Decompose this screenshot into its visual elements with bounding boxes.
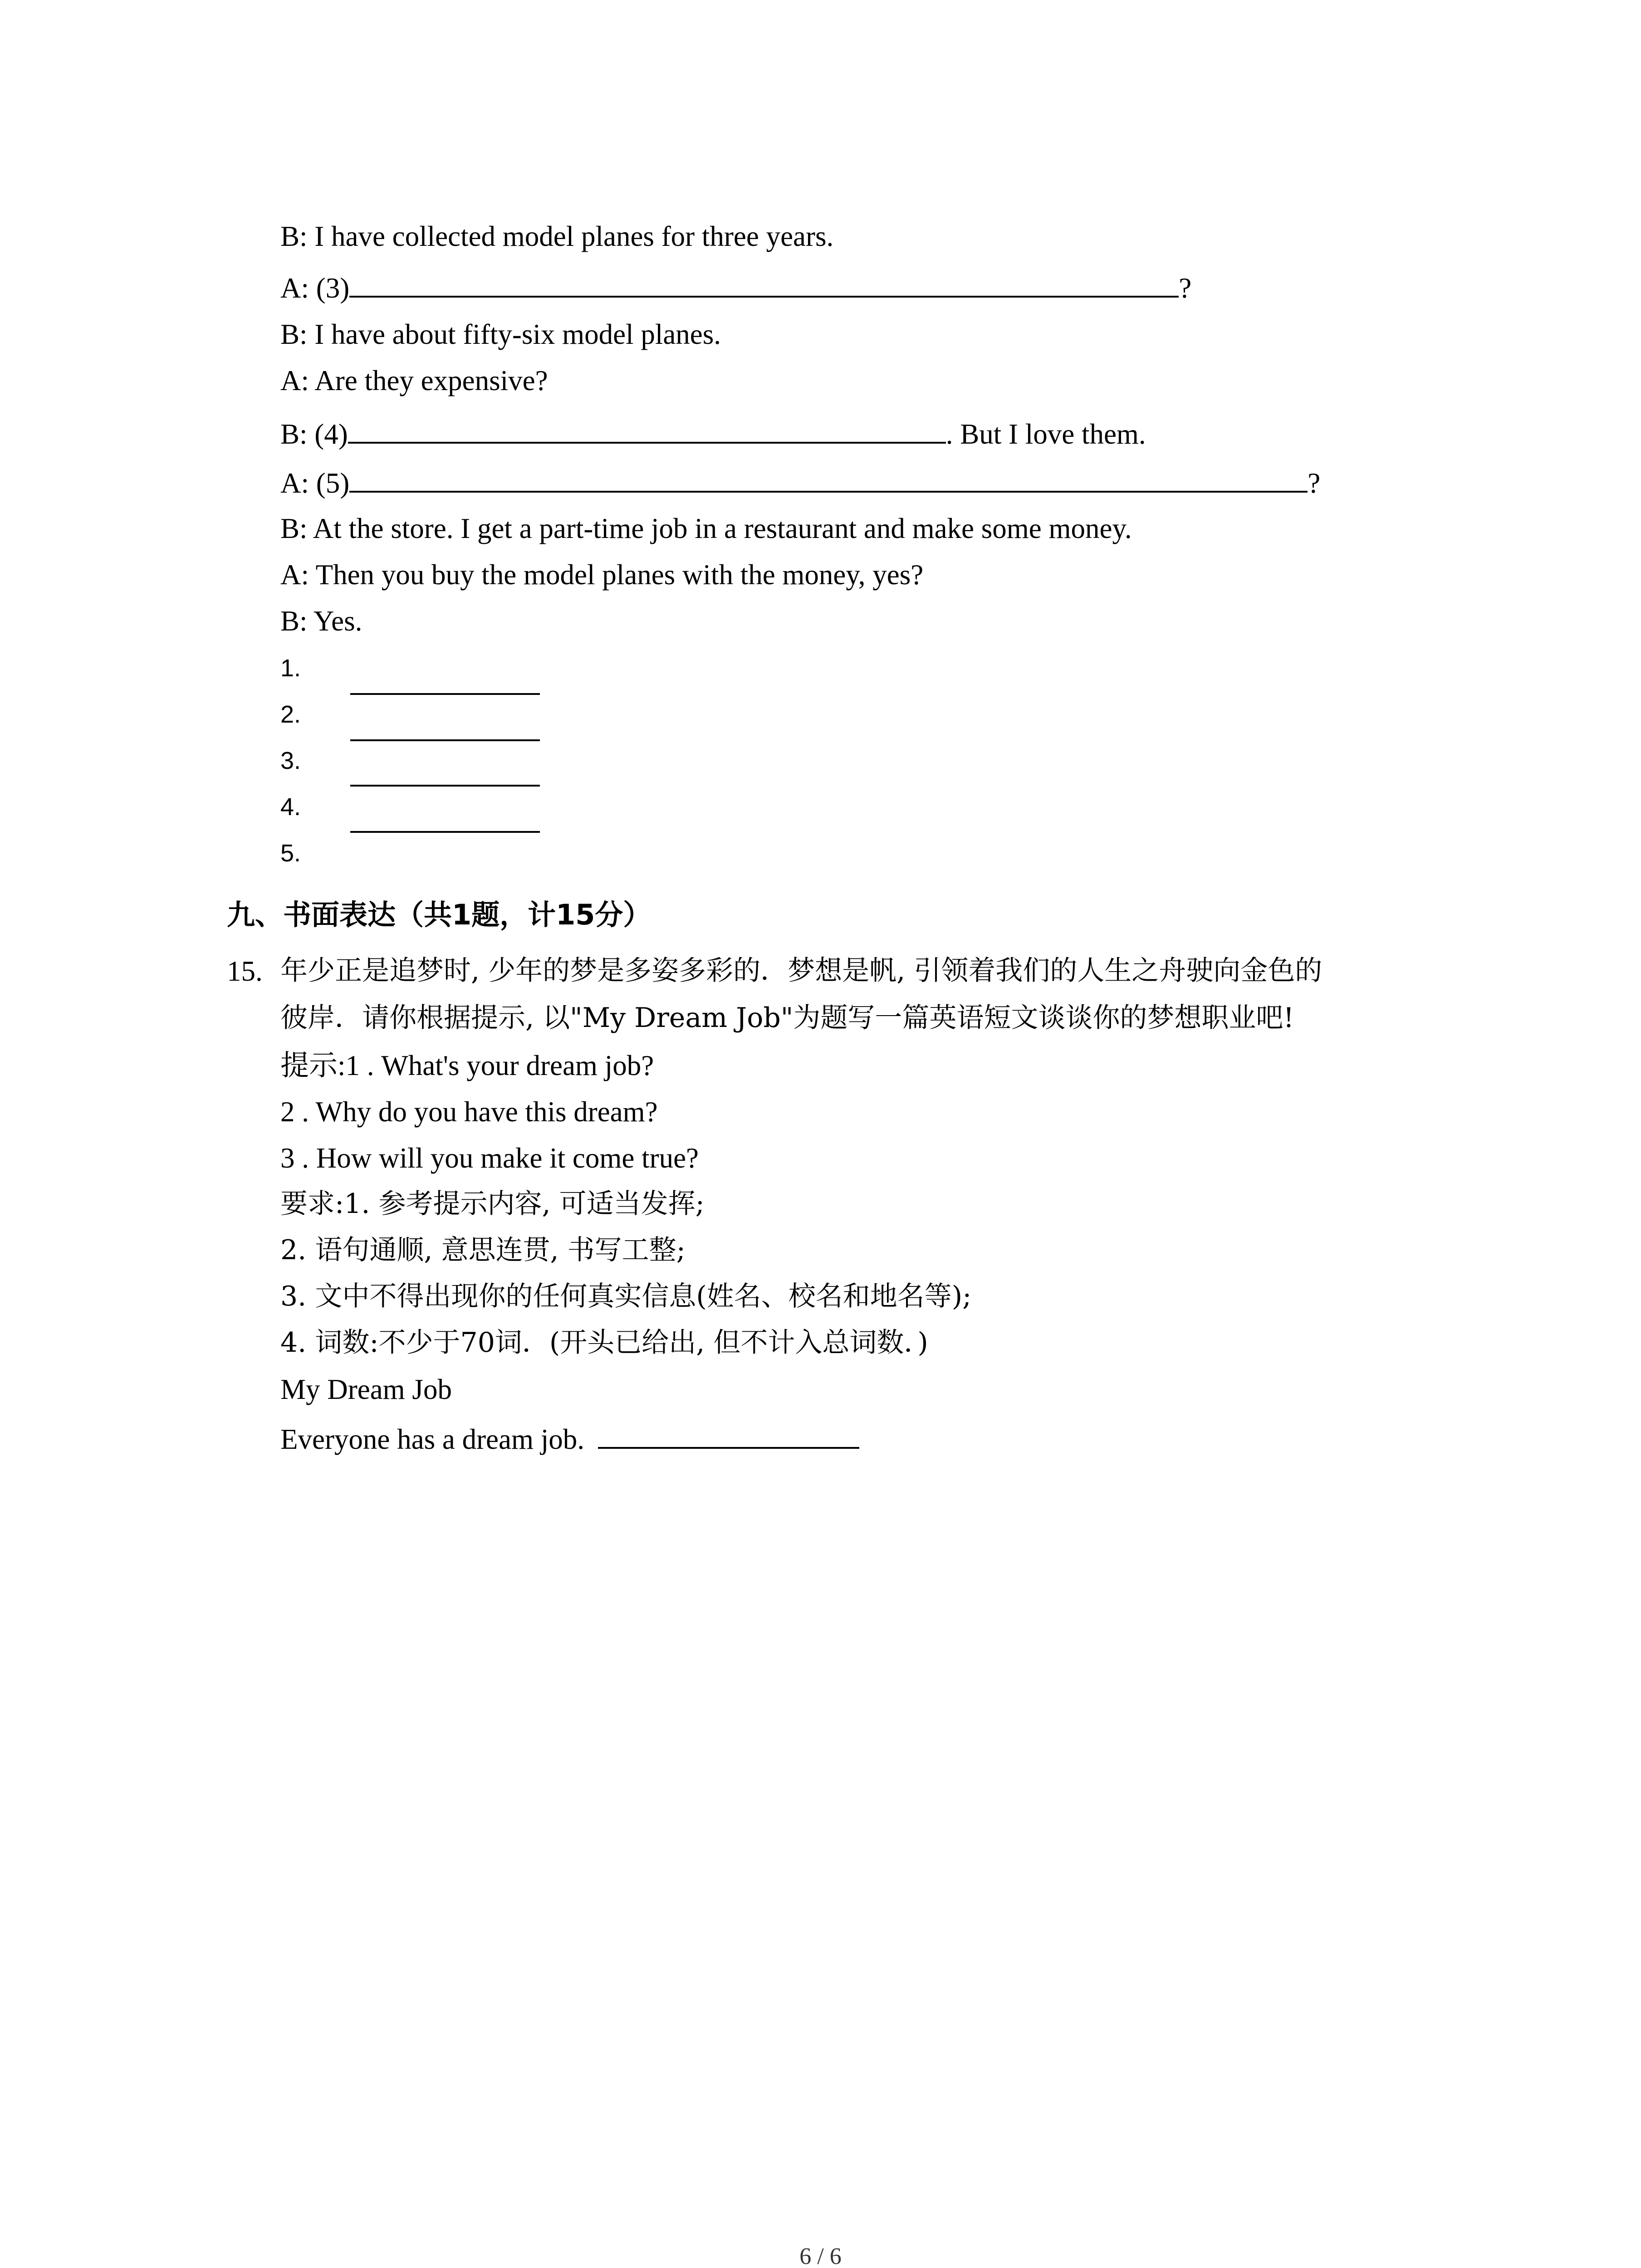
answer-line-2[interactable] [350,739,540,741]
dialogue-line-3: B: I have about fifty-six model planes. [280,318,721,350]
dialogue-line-7: B: At the store. I get a part-time job in a restaurant and make some money. [280,513,1132,544]
dialogue-line-2-suffix: ? [1179,272,1192,304]
dialogue-line-5-prefix: B: (4) [280,418,348,450]
answer-line-3[interactable] [350,785,540,787]
page-number: 6 / 6 [799,2244,842,2268]
hint-2: 2 . Why do you have this dream? [280,1096,658,1128]
dialogue-line-5 [280,416,1146,449]
requirement-4: 4. 词数:不少于70词．(开头已给出, 但不计入总词数．) [280,1327,928,1359]
dialogue-line-6 [280,465,1320,498]
answer-number-1: 1. [280,655,301,682]
dialogue-line-8: A: Then you buy the model planes with the money, yes? [280,559,924,591]
dialogue-line-1: B: I have collected model planes for three years. [280,220,834,252]
answer-line-4[interactable] [350,831,540,833]
dialogue-line-6-suffix: ? [1308,467,1321,499]
answer-line-1[interactable] [350,693,540,695]
requirement-1: 要求:1. 参考提示内容, 可适当发挥; [280,1188,705,1220]
answer-number-4: 4. [280,793,301,821]
essay-blank[interactable] [598,1422,859,1449]
answer-number-5: 5. [280,840,301,867]
blank-3[interactable] [349,270,1179,298]
essay-title: My Dream Job [280,1374,452,1405]
hint-3: 3 . How will you make it come true? [280,1142,699,1174]
dialogue-line-2 [280,270,1191,303]
question-intro-line-1: 年少正是追梦时, 少年的梦是多姿多彩的．梦想是帆, 引领着我们的人生之舟驶向金色的 [280,955,1323,987]
blank-4[interactable] [348,416,946,444]
section-heading: 九、书面表达（共1题，计15分） [227,898,652,931]
question-number: 15. [227,955,263,987]
dialogue-line-4: A: Are they expensive? [280,365,548,396]
answer-number-2: 2. [280,701,301,728]
blank-5[interactable] [349,465,1308,493]
requirement-3: 3. 文中不得出现你的任何真实信息(姓名、校名和地名等); [280,1281,972,1312]
dialogue-line-9: B: Yes. [280,605,362,637]
essay-start [280,1422,859,1454]
essay-start-text: Everyone has a dream job. [280,1423,584,1455]
dialogue-line-2-prefix: A: (3) [280,272,350,304]
dialogue-line-6-prefix: A: (5) [280,467,350,499]
answer-number-3: 3. [280,747,301,774]
dialogue-line-5-suffix: . But I love them. [945,418,1146,450]
requirement-2: 2. 语句通顺, 意思连贯, 书写工整; [280,1234,686,1266]
question-intro-line-2: 彼岸．请你根据提示, 以"My Dream Job"为题写一篇英语短文谈谈你的梦想职业吧! [280,1002,1294,1034]
hint-1: 提示:1 . What's your dream job? [280,1050,654,1081]
